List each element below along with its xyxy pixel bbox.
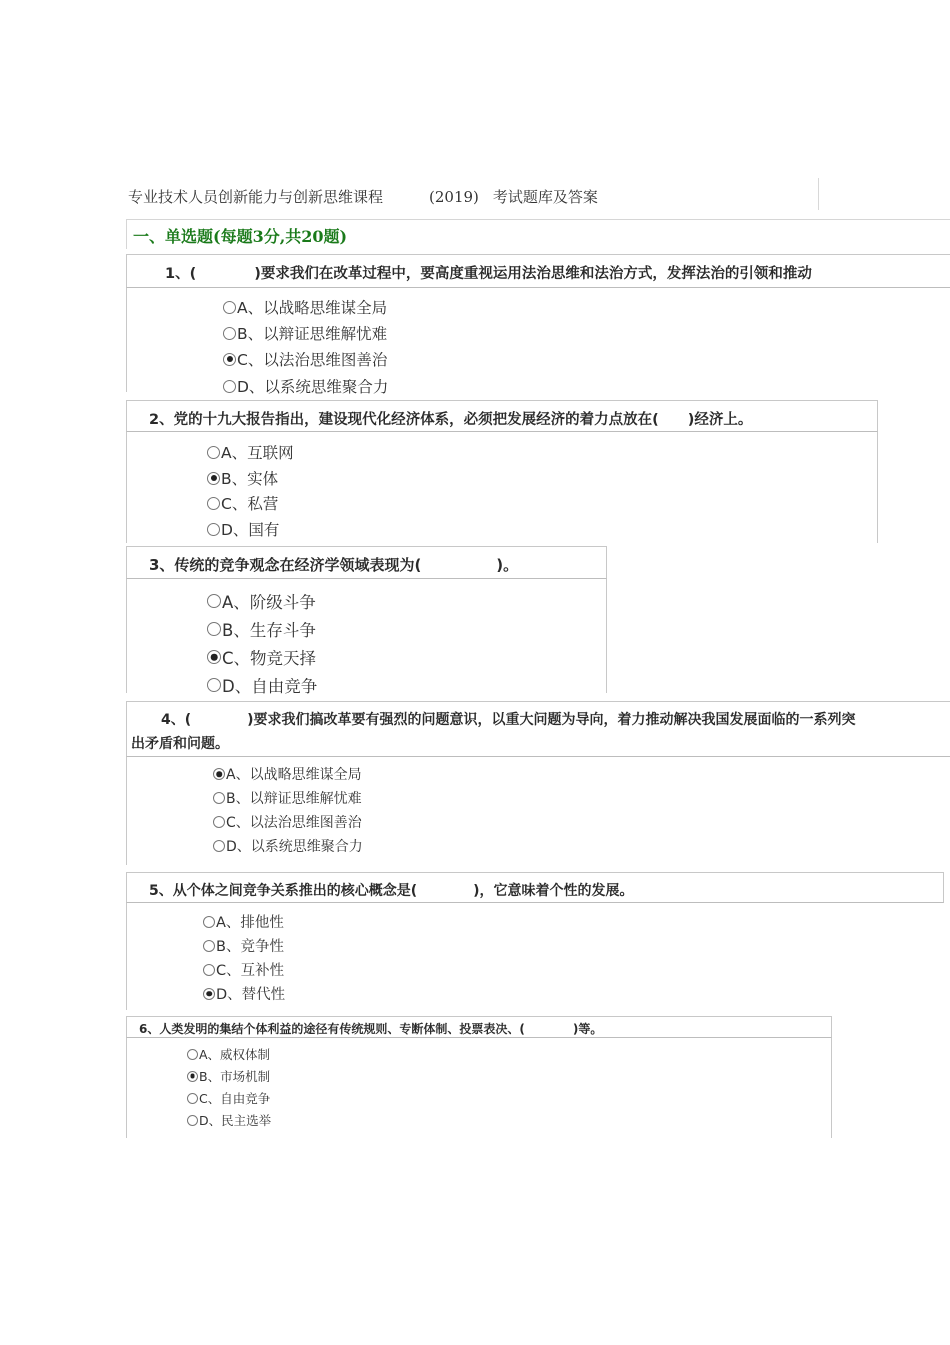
question-header	[126, 1016, 832, 1038]
title-divider	[818, 178, 819, 210]
radio-icon[interactable]	[223, 380, 236, 393]
option-label: A、互联网	[221, 444, 294, 462]
option-label: A、排他性	[216, 915, 284, 931]
question-header	[126, 254, 950, 288]
question-text-line1: 4、( )要求我们搞改革要有强烈的问题意识，以重大问题为导向，着力推动解决我国发展面临的一系列突	[161, 712, 856, 728]
option-a[interactable]	[213, 764, 362, 784]
option-b[interactable]	[207, 617, 316, 641]
option-c[interactable]	[207, 645, 316, 669]
option-d[interactable]	[187, 1111, 271, 1129]
radio-icon[interactable]	[203, 964, 215, 976]
option-label: B、以辩证思维解忧难	[226, 791, 362, 807]
radio-icon[interactable]	[187, 1049, 198, 1060]
title-year: (2019)	[429, 188, 479, 206]
radio-icon[interactable]	[213, 816, 225, 828]
question-text: 5、从个体之间竞争关系推出的核心概念是( )，它意味着个性的发展。	[149, 883, 634, 899]
question-1	[126, 254, 950, 396]
option-a[interactable]	[223, 296, 387, 318]
radio-selected-icon[interactable]	[203, 988, 215, 1000]
document-title	[128, 186, 818, 207]
option-b[interactable]	[203, 935, 284, 956]
option-label: D、以系统思维聚合力	[237, 378, 389, 396]
option-c[interactable]	[207, 492, 278, 514]
option-a[interactable]	[187, 1045, 270, 1063]
question-options	[126, 432, 878, 543]
radio-icon[interactable]	[207, 446, 220, 459]
option-d[interactable]	[207, 518, 279, 540]
option-c[interactable]	[223, 348, 387, 370]
option-label: C、物竞天择	[222, 649, 317, 668]
option-d[interactable]	[203, 983, 285, 1004]
option-d[interactable]	[213, 836, 363, 856]
radio-icon[interactable]	[203, 940, 215, 952]
question-header	[126, 546, 607, 579]
question-3	[126, 546, 607, 696]
radio-icon[interactable]	[207, 622, 221, 636]
radio-selected-icon[interactable]	[187, 1071, 198, 1082]
option-label: C、以法治思维图善治	[226, 815, 362, 831]
option-a[interactable]	[207, 589, 316, 613]
option-label: C、互补性	[216, 963, 285, 979]
option-c[interactable]	[187, 1089, 270, 1107]
question-text: 1、( )要求我们在改革过程中，要高度重视运用法治思维和法治方式，发挥法治的引领和推动	[165, 266, 812, 282]
question-text-line2: 出矛盾和问题。	[131, 736, 229, 752]
option-label: D、自由竞争	[222, 677, 318, 696]
section-header-bar	[126, 219, 950, 249]
option-label: A、以战略思维谋全局	[226, 767, 362, 783]
question-5	[126, 872, 944, 1010]
question-4	[126, 701, 950, 865]
radio-icon[interactable]	[213, 840, 225, 852]
option-c[interactable]	[213, 812, 362, 832]
question-6	[126, 1016, 832, 1138]
question-options	[126, 1038, 832, 1138]
option-label: C、以法治思维图善治	[237, 351, 388, 369]
title-main: 专业技术人员创新能力与创新思维课程	[128, 188, 384, 206]
question-2	[126, 400, 878, 543]
radio-icon[interactable]	[213, 792, 225, 804]
option-a[interactable]	[203, 911, 284, 932]
option-b[interactable]	[187, 1067, 270, 1085]
radio-selected-icon[interactable]	[207, 472, 220, 485]
option-b[interactable]	[207, 467, 278, 489]
question-header	[126, 400, 878, 432]
question-options	[126, 579, 607, 696]
question-text: 2、党的十九大报告指出，建设现代化经济体系，必须把发展经济的着力点放在( )经济上。	[149, 412, 753, 428]
option-c[interactable]	[203, 959, 284, 980]
option-label: A、阶级斗争	[222, 593, 316, 612]
question-text: 6、人类发明的集结个体利益的途径有传统规则、专断体制、投票表决、( )等。	[139, 1022, 603, 1036]
option-label: D、替代性	[216, 987, 286, 1003]
radio-icon[interactable]	[207, 594, 221, 608]
option-label: B、实体	[221, 470, 279, 488]
radio-icon[interactable]	[187, 1093, 198, 1104]
option-b[interactable]	[223, 322, 387, 344]
question-options	[126, 903, 944, 1010]
option-label: B、竞争性	[216, 939, 284, 955]
question-options	[126, 757, 950, 865]
question-text: 3、传统的竞争观念在经济学领域表现为( )。	[149, 556, 519, 574]
radio-icon[interactable]	[207, 497, 220, 510]
option-label: A、以战略思维谋全局	[237, 299, 388, 317]
question-header	[126, 701, 950, 757]
radio-selected-icon[interactable]	[223, 353, 236, 366]
option-a[interactable]	[207, 441, 294, 463]
radio-selected-icon[interactable]	[213, 768, 225, 780]
radio-selected-icon[interactable]	[207, 650, 221, 664]
radio-icon[interactable]	[207, 523, 220, 536]
question-options	[126, 288, 950, 396]
title-suffix: 考试题库及答案	[492, 188, 598, 206]
option-d[interactable]	[207, 673, 317, 697]
radio-icon[interactable]	[223, 301, 236, 314]
option-b[interactable]	[213, 788, 362, 808]
section-header: 一、单选题(每题3分,共20题)	[133, 227, 348, 246]
radio-icon[interactable]	[203, 916, 215, 928]
radio-icon[interactable]	[207, 678, 221, 692]
option-label: D、以系统思维聚合力	[226, 839, 363, 855]
radio-icon[interactable]	[223, 327, 236, 340]
option-label: A、威权体制	[199, 1047, 271, 1062]
option-d[interactable]	[223, 375, 388, 397]
option-label: C、自由竞争	[199, 1091, 271, 1106]
option-label: D、民主选举	[199, 1113, 272, 1128]
option-label: C、私营	[221, 495, 279, 513]
question-header	[126, 872, 944, 903]
option-label: B、市场机制	[199, 1069, 271, 1084]
option-label: B、生存斗争	[222, 621, 316, 640]
option-label: B、以辩证思维解忧难	[237, 325, 388, 343]
radio-icon[interactable]	[187, 1115, 198, 1126]
option-label: D、国有	[221, 521, 280, 539]
